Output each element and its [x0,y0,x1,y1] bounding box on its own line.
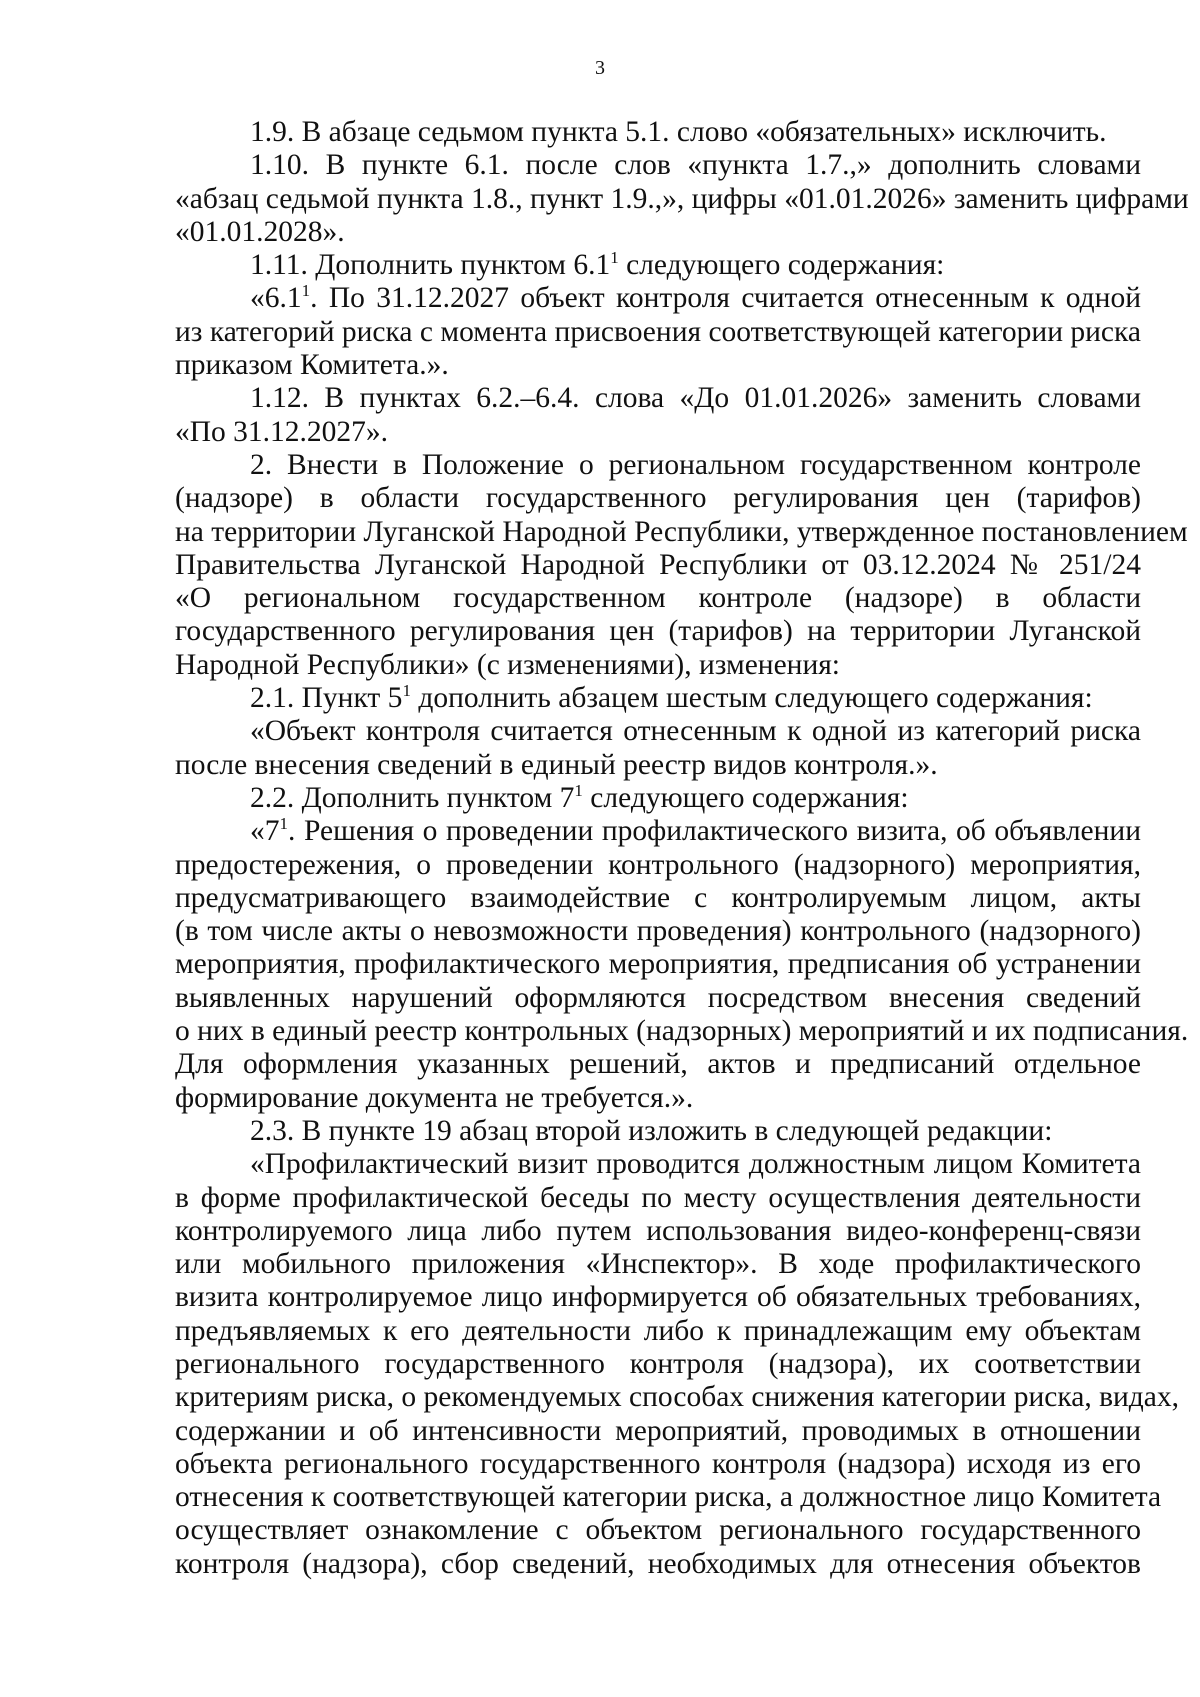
text-line [175,449,1141,482]
text-line [175,849,1141,882]
text-line-content: объекта регионального государственного контроля (надзора) исходя из его [175,1447,1141,1480]
text-line [175,1182,1141,1215]
text-line-content: «6.1 [250,282,302,315]
text-line-content: 1.11. Дополнить пунктом 6.1 [250,249,611,282]
text-line [175,1048,1141,1081]
text-line-content: отнесения к соответствующей категории риска, а должностное лицо Комитета [175,1481,1162,1514]
text-line [175,1248,1141,1281]
text-line-content: предъявляемых к его деятельности либо к принадлежащим ему объектам [175,1314,1141,1347]
text-line-content: визита контролируемое лицо информируется об обязательных требованиях, [175,1281,1141,1314]
text-line-content: о них в единый реестр контрольных (надзорных) мероприятий и их подписания. [175,1015,1189,1048]
text-line-continuation: дополнить абзацем шестым следующего содержания: [410,682,1093,715]
text-line [175,416,1141,449]
text-line-content: регионального государственного контроля (надзора), их соответствии [175,1347,1141,1380]
text-line [175,1082,1141,1115]
superscript: 1 [574,780,583,800]
text-line-content: (надзоре) в области государственного регулирования цен (тарифов) [175,482,1141,515]
text-line-content: мероприятия, профилактического мероприятия, предписания об устранении [175,948,1141,981]
text-line [175,582,1141,615]
text-line-content: 2. Внести в Положение о региональном государственном контроле [250,448,1141,481]
text-line [175,1415,1141,1448]
text-line-content: или мобильного приложения «Инспектор». В ходе профилактического [175,1248,1141,1281]
text-line-content: «О региональном государственном контроле (надзоре) в области [175,582,1141,615]
text-line [175,282,1141,315]
text-line [175,515,1188,549]
superscript: 1 [402,681,411,701]
text-line-content: 1.12. В пунктах 6.2.–6.4. слова «До 01.01.2026» заменить словами [250,382,1141,415]
text-line-continuation: следующего содержания: [582,781,909,814]
text-line-content: выявленных нарушений оформляются посредством внесения сведений [175,981,1141,1014]
text-line-content: осуществляет ознакомление с объектом регионального государственного [175,1514,1141,1547]
text-line [175,1315,1141,1348]
text-line-content: «7 [250,815,280,848]
text-line-content: «01.01.2028». [175,215,345,248]
text-line [175,182,1189,216]
text-line-content: 2.3. В пункте 19 абзац второй изложить в следующей редакции: [250,1114,1053,1147]
text-line [175,349,1141,382]
text-line [175,249,1141,282]
text-line [175,915,1141,948]
text-line [175,1448,1141,1481]
document-body [175,116,1189,1581]
text-line [175,649,1141,682]
text-line [175,549,1141,582]
text-line [175,1215,1141,1248]
text-line-continuation: следующего содержания: [618,249,945,282]
text-line [175,482,1141,515]
text-line [175,615,1141,648]
text-line [175,116,1141,149]
text-line [175,1381,1180,1414]
text-line-content: 1.9. В абзаце седьмом пункта 5.1. слово «обязательных» исключить. [250,116,1107,148]
text-line [175,1481,1162,1514]
text-line-content: приказом Комитета.». [175,349,449,382]
text-line [175,715,1141,748]
text-line-content: контролируемого лица либо путем использования видео-конференц-связи [175,1214,1141,1247]
text-line-continuation: . Решения о проведении профилактического визита, об объявлении [288,815,1141,848]
text-line-content: государственного регулирования цен (тарифов) на территории Луганской [175,615,1141,648]
text-line-content: содержании и об интенсивности мероприятий, проводимых в отношении [175,1414,1141,1447]
text-line-content: из категорий риска с момента присвоения соответствующей категории риска [175,315,1141,348]
text-line [175,815,1141,848]
text-line-content: 1.10. В пункте 6.1. после слов «пункта 1.7.,» дополнить словами [250,149,1141,182]
text-line [175,682,1141,715]
text-line-content: 2.1. Пункт 5 [250,682,403,715]
text-line-content: «Профилактический визит проводится должностным лицом Комитета [250,1148,1141,1181]
text-line-content: Для оформления указанных решений, актов и предписаний отдельное [175,1048,1141,1081]
text-line-continuation: . По 31.12.2027 объект контроля считается отнесенным к одной [310,282,1141,315]
text-line [175,1548,1141,1581]
text-line [175,749,1141,782]
superscript: 1 [610,248,619,268]
text-line [175,1514,1141,1547]
text-line [175,1015,1189,1048]
text-line-content: в форме профилактической беседы по месту осуществления деятельности [175,1181,1141,1214]
text-line-content: на территории Луганской Народной Республики, утвержденное постановлением [175,515,1188,548]
text-line-content: Правительства Луганской Народной Республики от 03.12.2024 № 251/24 [175,548,1141,581]
text-line [175,216,1141,249]
text-line-content: «По 31.12.2027». [175,415,389,448]
text-line [175,882,1141,915]
text-line [175,948,1141,981]
text-line [175,982,1141,1015]
text-line [175,782,1141,815]
text-line-content: «абзац седьмой пункта 1.8., пункт 1.9.,», цифры «01.01.2026» заменить цифрами [175,182,1189,215]
text-line-content: 2.2. Дополнить пунктом 7 [250,781,575,814]
text-line [175,1115,1141,1148]
text-line [175,1348,1141,1381]
text-line [175,149,1141,182]
text-line-content: критериям риска, о рекомендуемых способах снижения категории риска, видах, [175,1381,1180,1414]
text-line [175,382,1141,415]
page-number: 3 [595,57,605,79]
text-line [175,1281,1141,1314]
text-line-content: после внесения сведений в единый реестр видов контроля.». [175,748,938,781]
text-line-content: предусматривающего взаимодействие с контролируемым лицом, акты [175,881,1141,914]
text-line-content: предостережения, о проведении контрольного (надзорного) мероприятия, [175,848,1141,881]
superscript: 1 [279,814,288,834]
text-line [175,1148,1141,1181]
superscript: 1 [301,281,311,301]
text-line-content: контроля (надзора), сбор сведений, необходимых для отнесения объектов [175,1547,1141,1580]
text-line [175,316,1141,349]
text-line-content: формирование документа не требуется.». [175,1081,694,1114]
text-line-content: (в том числе акты о невозможности проведения) контрольного (надзорного) [175,915,1141,948]
text-line-content: Народной Республики» (с изменениями), изменения: [175,648,841,681]
text-line-content: «Объект контроля считается отнесенным к одной из категорий риска [250,715,1141,748]
